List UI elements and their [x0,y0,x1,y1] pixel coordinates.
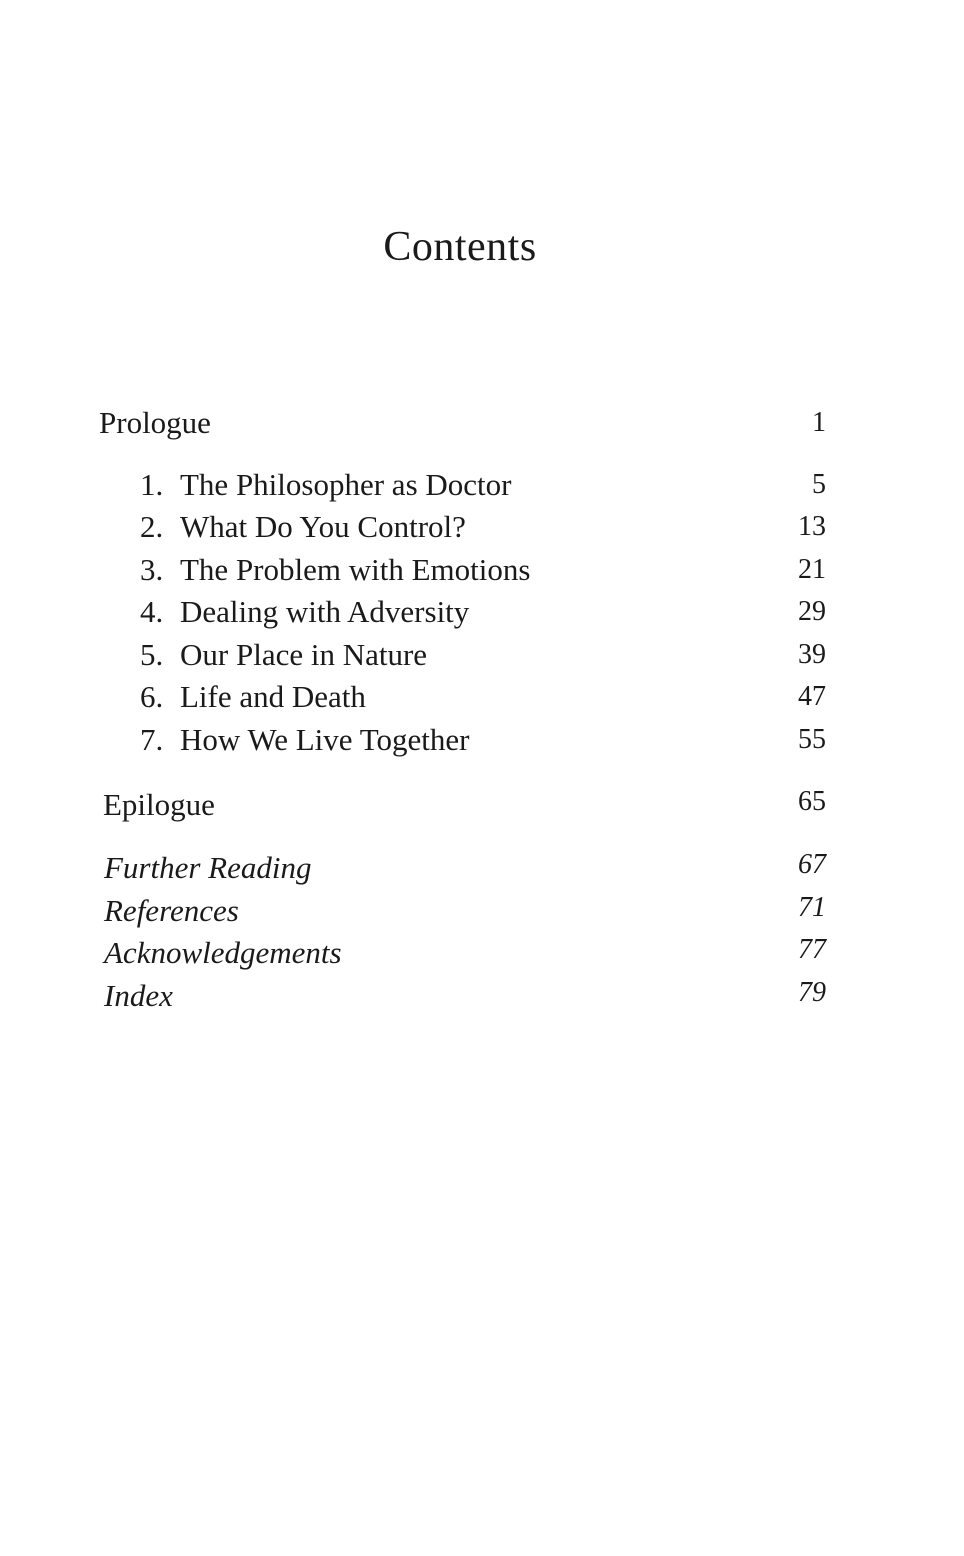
toc-page-further-reading: 67 [798,849,826,880]
chapter-label: What Do You Control? [180,509,466,544]
chapter-label: Our Place in Nature [180,637,428,672]
chapter-label: Life and Death [180,679,366,714]
toc-entry-acknowledgements[interactable]: Acknowledgements [104,935,342,970]
toc-page-chapter-5: 39 [798,639,826,670]
toc-entry-index[interactable]: Index [104,978,173,1013]
chapter-number: 4. [140,594,164,629]
chapter-number: 7. [140,722,164,757]
page-title: Contents [383,224,537,270]
toc-page-index: 79 [798,977,826,1008]
chapter-label: The Problem with Emotions [180,552,531,587]
toc-entry-chapter-6[interactable] [140,677,366,717]
chapter-label: Dealing with Adversity [180,594,470,629]
chapter-number: 3. [140,552,164,587]
toc-entry-chapter-1[interactable] [140,465,511,505]
chapter-number: 1. [140,467,164,502]
toc-entry-chapter-4[interactable] [140,592,469,632]
toc-entry-chapter-5[interactable] [140,635,427,675]
chapter-label: How We Live Together [180,722,470,757]
toc-page-prologue: 1 [812,407,826,438]
toc-page-references: 71 [798,892,826,923]
toc-page-chapter-1: 5 [812,469,826,500]
chapter-number: 6. [140,679,164,714]
toc-entry-prologue[interactable]: Prologue [99,405,211,440]
toc-page-chapter-4: 29 [798,596,826,627]
toc-page-chapter-2: 13 [798,511,826,542]
toc-page-acknowledgements: 77 [798,934,826,965]
toc-entry-references[interactable]: References [104,893,239,928]
chapter-number: 2. [140,509,164,544]
toc-entry-further-reading[interactable]: Further Reading [104,850,312,885]
toc-page-epilogue: 65 [798,786,826,817]
toc-page-chapter-3: 21 [798,554,826,585]
toc-entry-chapter-7[interactable] [140,720,469,760]
toc-page-chapter-7: 55 [798,724,826,755]
toc-entry-epilogue[interactable]: Epilogue [103,787,215,822]
chapter-label: The Philosopher as Doctor [180,467,512,502]
toc-page-chapter-6: 47 [798,681,826,712]
toc-entry-chapter-3[interactable] [140,550,530,590]
toc-entry-chapter-2[interactable] [140,507,466,547]
chapter-number: 5. [140,637,164,672]
